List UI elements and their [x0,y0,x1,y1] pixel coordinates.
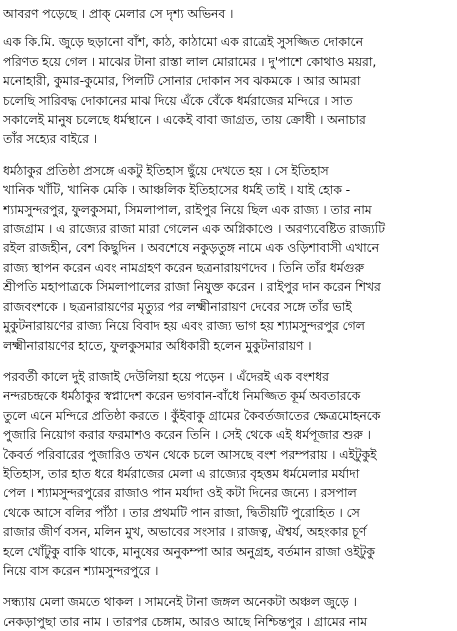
text-line: রাজগ্রাম । এ রাজ্যের রাজা মারা গেলেন এক অগ্নিকাণ্ডে । অরণ্যবেষ্টিত রাজ্যটি [3,221,385,237]
text-line: ধর্মঠাকুর প্রতিষ্ঠা প্রসঙ্গে একটু ইতিহাস ছুঁয়ে দেখতে হয় । সে ইতিহাস [3,162,329,178]
text-line: সকালেই মানুষ চলেছে ধর্মস্থানে । একেই বাবা জাগ্রত, তায় ক্রোধী । অনাচার [3,112,366,128]
paragraph-4 [3,367,455,580]
document-page [3,0,455,629]
text-line: পেল । শ্যামসুন্দরপুরের রাজাও পান মর্যাদা ওই কটা দিনের জন্যে । রসপাল [3,485,357,501]
text-line: এক কি.মি. জুড়ে ছড়ানো বাঁশ, কাঠ, কাঠামো এক রাত্রেই সুসজ্জিত দোকানে [3,34,363,50]
paragraph-5 [3,592,455,631]
text-line: নিয়ে বাস করেন শ্যামসুন্দরপুরে । [3,562,159,578]
text-line: পুজারি নিয়োগ করার ফরমাশও করেন তিনি । সেই থেকে এই ধর্মপূজার শুরু । [3,427,371,443]
text-line: চলেছি সারিবদ্ধ দোকানের মাঝ দিয়ে এঁকে বেঁকে ধর্মরাজের মন্দিরে । সাত [3,92,353,108]
paragraph-gap [3,580,455,592]
paragraph-gap [3,355,455,367]
text-line: পরিণত হয়ে গেল । মাঝের টানা রাস্তা লাল মোরামের । দু'পাশে কোথাও ময়রা, [3,53,377,69]
text-line: মুকুটনারায়ণের রাজ্য নিয়ে বিবাদ হয় এবং রাজ্য ভাগ হয় শ্যামসুন্দরপুর গেল [3,318,365,334]
text-line: নেকড়াপুছা তার নাম । তারপর চেঙ্গাম, আরও আছে নিশ্চিন্তপুর । গ্রামের নাম [3,613,367,629]
text-line: থেকে আসে বলির পাঁঠা । তার প্রথমটি পান রাজা, দ্বিতীয়টি পুরোহিত । সে [3,504,360,520]
text-line: ইতিহাস, তার হাত ধরে ধর্মরাজের মেলা এ রাজ্যের বৃহত্তম ধর্মমেলার মর্যাদা [3,465,360,481]
text-line: রাজবংশকে । ছত্রনারায়ণের মৃত্যুর পর লক্ষ্মীনারায়ণ দেবের সঙ্গে তাঁর ভাই [3,298,352,314]
text-line: লক্ষ্মীনারায়ণের হাতে, ফুলকুসমার অধিকারী হলেন মুকুটনারায়ণ । [3,337,312,353]
text-line: শ্রীপতি মহাপাত্রকে সিমলাপালের রাজা নিযুক্ত করেন । রাইপুর দান করেন শিখর [3,279,381,295]
text-line: খানিক খাঁটি, খানিক মেকি । আঞ্চলিক ইতিহাসের ধর্মই তাই । যাই হোক - [3,182,350,198]
text-line: রইল রাজহীন, বেশ কিছুদিন । অবশেষে নকুড়তুঙ্গ নামে এক ওড়িশাবাসী এখানে [3,240,379,256]
text-line: কৈবর্ত পরিবারের পুজারিও তখন থেকে চলে আসছে বংশ পরম্পরায় । এইটুকুই [3,446,377,462]
text-line: শ্যামসুন্দরপুর, ফুলকুসমা, সিমলাপাল, রাইপুর নিয়ে ছিল এক রাজ্য । তার নাম [3,201,372,217]
text-line: পরবর্তী কালে দুই রাজাই দেউলিয়া হয়ে পড়েন । এঁদেরই এক বংশধর [3,368,329,384]
text-line: রাজার জীর্ণ বসন, মলিন মুখ, অভাবের সংসার । রাজত্ব, ঐশ্বর্য, অহংকার চূর্ণ [3,524,367,540]
text-line: সন্ধ্যায় মেলা জমতে থাকল । সামনেই টানা জঙ্গল অনেকটা অঞ্চল জুড়ে । [3,594,357,610]
text-line: তাঁর সহ্যের বাইরে । [3,131,97,147]
paragraph-gap [3,23,455,32]
paragraph-2 [3,32,455,148]
text-line: মনোহারী, কুমার-কুমোর, পিলটি সোনার দোকান সব ঝকমকে । আর আমরা [3,73,361,89]
text-line: রাজ্য স্থাপন করেন এবং নামগ্রহণ করেন ছত্রনারায়ণদেব । তিনি তাঁর ধর্মগুরু [3,259,364,275]
paragraph-3 [3,161,455,355]
paragraph-gap [3,149,455,161]
paragraph-1 [3,4,455,23]
text-line: হলে খোঁটুকু বাকি থাকে, মানুষের অনুকম্পা আর অনুগ্রহ, বর্তমান রাজা ওইটুকু [3,543,375,559]
text-line: নন্দরচন্দ্রকে ধর্মঠাকুর স্বপ্নাদেশ করেন ভগবান-বাঁধে নিমজ্জিত কূর্ম অবতারকে [3,388,361,404]
text-line: তুলে এনে মন্দিরে প্রতিষ্ঠা করতে । কুঁইবাকু গ্রামের কৈবর্তজাতের ক্ষেত্রমোহনকে [3,407,381,423]
text-line: আবরণ পড়েছে । প্রাক্‌ মেলার সে দৃশ্য অভিনব । [3,6,234,21]
